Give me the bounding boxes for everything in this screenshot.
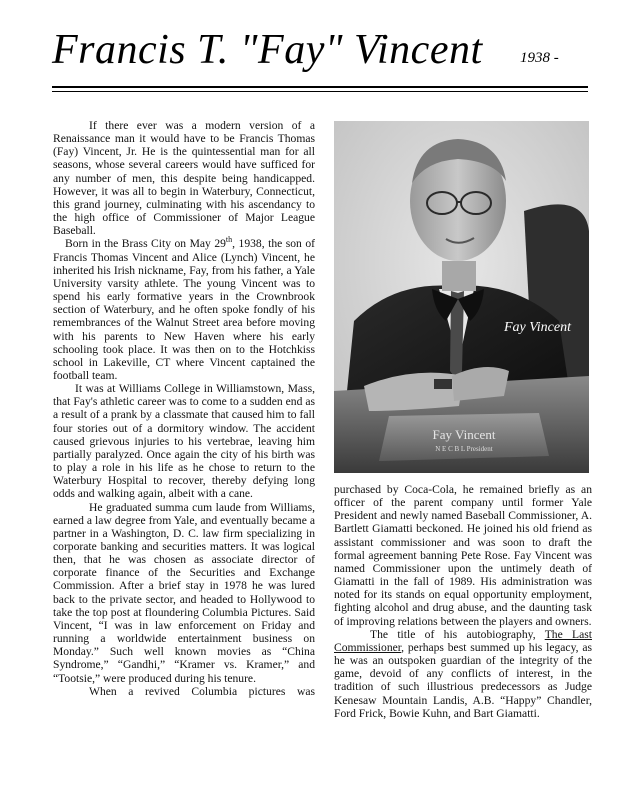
paragraph-autobiography [334,628,592,720]
paragraph-autobiography-start: The title of his autobiography, [370,627,545,641]
ordinal-suffix: th [225,235,233,245]
paragraph-autobiography-rest: , perhaps best summed up his legacy, as he was an outspoken guardian of the integrity of the game, devoid of any conflicts of interest, in the tradition of such illustrious predecessors as Judge Kenesaw Mountain Landis, A.B. “Happy” Chandler, Ford Frick, Bowie Kuhn, and Bart Giamatti. [334,640,592,720]
nameplate-name: Fay Vincent [432,427,496,442]
title-rule-thin [52,91,588,92]
paragraph-columbia-continued: purchased by Coca-Cola, he remained briefly as an officer of the parent company until former Yale President and newly named Baseball Commissioner, A. Bartlett Giamatti beckoned. He joined his old friend as assistant commissioner and was soon to draft the formal agreement banning Pete Rose. Fay Vincent was named Commissioner upon the untimely death of Giamatti in the fall of 1989. His administration was noted for its stands on equal opportunity employment, fighting alcohol and drug abuse, and the daunting task of improving relations between the players and owners. [334,483,592,628]
paragraph-columbia-start [53,685,315,698]
paragraph-columbia-text: When a revived Columbia pictures was [89,684,315,698]
paragraph-columbia-end [334,483,592,628]
nameplate-role: N E C B L President [435,445,493,453]
paragraph-birth-rest: , 1938, the son of Francis Thomas Vincent and Alice (Lynch) Vincent, he inherited his Irish nickname, Fay, from his father, a Yale University varsity athlete. The young Vincent was to spend his early formative years in the Crownbrook section of Waterbury, and he often spoke fondly of his remembrances of the Walnut Street area before moving with his parents to New Haven where his early schooling took place. It was then on to the Hotchkiss school in Lakeville, CT where Vincent captained the football team. [53,237,315,382]
article-left-column [53,119,315,698]
lifespan-years: 1938 - [520,50,559,66]
paragraph-birth-start: Born in the Brass City on May 29 [65,237,226,251]
paragraph-williams: It was at Williams College in Williamstown, Mass, that Fay's athletic career was to come to a sudden end as a result of a prank by a classmate that caused him to fall four stories out of a dormitory window. The accident caused grievous injuries to his vertebrae, leaving him partially paralyzed. Once again the city of his birth was to play a role in his life as he chose to return to the Waterbury Hospital to recover, thereby defying long odds and walking again, albeit with a cane. [53,382,315,501]
portrait-photo [334,121,589,473]
page-title: Francis T. "Fay" Vincent [52,27,483,73]
autobiography-title: The Last Commissioner [334,627,592,654]
wristwatch [434,379,452,389]
portrait-illustration [334,121,589,473]
article-right-column [334,483,592,720]
paragraph-birth [53,237,315,382]
paragraph-career: He graduated summa cum laude from Williams, earned a law degree from Yale, and eventually became a partner in a Washington, D. C. law firm specializing in corporate banking and securities matters. It was logical then, that he was chosen as associate director of corporate finance of the Securities and Exchange Commission. After a brief stay in 1978 he was lured back to the private sector, and headed to Hollywood to take the top post at floundering Columbia Pictures. Said Vincent, “I was in law enforcement on Friday and running a worldwide entertainment business on Monday.” Such well known movies as “China Syndrome,” “Gandhi,” “Kramer vs. Kramer,” and “Tootsie,” were produced during his tenure. [53,500,315,685]
paragraph-intro: If there ever was a modern version of a Renaissance man it would have to be Francis Thomas (Fay) Vincent, Jr. He is the quintessential man for all seasons, whose several careers would have sufficed for any number of men, this despite being handicapped. However, it was all to begin in Waterbury, Connecticut, this grand journey, culminating with his ascendancy to the high office of Commissioner of Major League Baseball. [53,119,315,238]
title-rule-thick [52,86,588,88]
autograph-signature: Fay Vincent [504,320,571,335]
